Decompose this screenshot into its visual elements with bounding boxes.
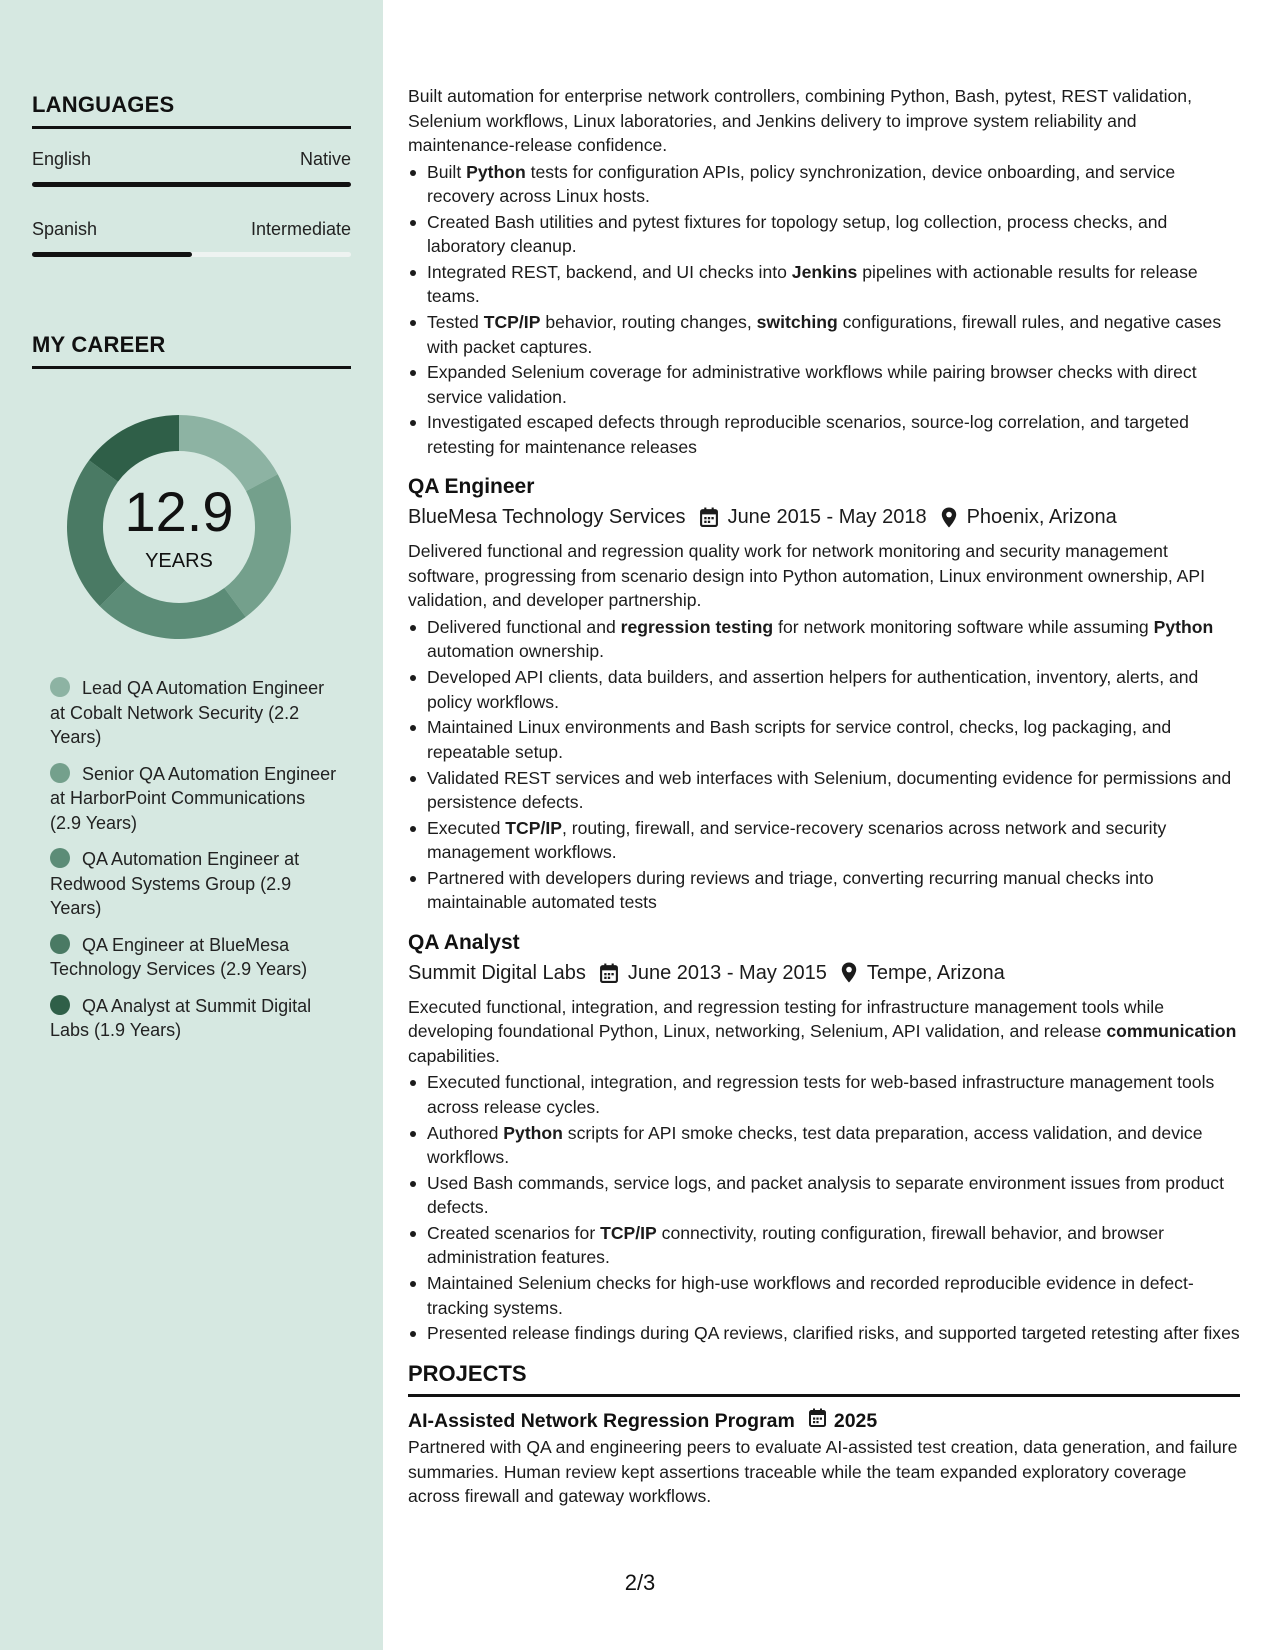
legend-label: Lead QA Automation Engineer at Cobalt Network Security (2.2 Years) bbox=[50, 678, 325, 747]
job-company: BlueMesa Technology Services bbox=[408, 506, 686, 529]
job-location: Tempe, Arizona bbox=[866, 961, 1005, 984]
legend-swatch bbox=[50, 677, 70, 697]
map-pin-icon bbox=[841, 962, 857, 983]
job-summary: Delivered functional and regression quality work for network monitoring and security management software, progressing from scenario design into Python automation, Linux environment ownership, API validation, and developer partnership. bbox=[408, 541, 1206, 611]
job-entry bbox=[408, 473, 1240, 914]
intro-block bbox=[408, 84, 1240, 459]
legend-swatch bbox=[50, 763, 70, 783]
bullet-item: Maintained Linux environments and Bash scripts for service control, checks, log packaging, and repeatable setup. bbox=[408, 715, 1240, 764]
job-dates: June 2015 - May 2018 bbox=[727, 506, 927, 529]
sidebar bbox=[0, 0, 383, 1650]
intro-bullet-list bbox=[408, 160, 1240, 460]
bullet-item: Created scenarios for TCP/IP connectivity, routing configuration, firewall behavior, and browser administration features. bbox=[408, 1221, 1240, 1270]
job-location: Phoenix, Arizona bbox=[966, 506, 1117, 529]
career-legend bbox=[50, 676, 340, 1055]
donut-slice bbox=[100, 581, 246, 639]
language-bar bbox=[32, 252, 351, 257]
intro-summary: Built automation for enterprise network controllers, combining Python, Bash, pytest, REST validation, Selenium workflows, Linux laboratories, and Jenkins delivery to improve system reliability and maintenance-release confidence. bbox=[408, 86, 1192, 155]
language-entry bbox=[32, 219, 351, 257]
calendar-icon bbox=[809, 1407, 826, 1435]
languages-heading: LANGUAGES bbox=[32, 92, 175, 117]
career-section bbox=[32, 332, 351, 369]
language-level: Native bbox=[299, 149, 351, 169]
language-bar-fill bbox=[32, 252, 192, 257]
language-name: English bbox=[32, 149, 92, 169]
language-bar bbox=[32, 182, 351, 187]
job-summary: Executed functional, integration, and regression testing for infrastructure management tools while developing foundational Python, Linux, networking, Selenium, API validation, and release communication capabilities. bbox=[408, 996, 1237, 1066]
job-meta bbox=[408, 959, 1240, 987]
career-legend-item bbox=[50, 847, 340, 921]
map-pin-icon bbox=[941, 507, 957, 528]
job-title: QA Engineer bbox=[408, 475, 535, 499]
calendar-icon bbox=[600, 963, 618, 983]
project-name: AI-Assisted Network Regression Program bbox=[408, 1410, 795, 1433]
career-divider bbox=[32, 366, 351, 369]
bullet-item: Built Python tests for configuration APIs, policy synchronization, device onboarding, and service recovery across Linux hosts. bbox=[408, 160, 1240, 209]
project-heading bbox=[408, 1407, 1240, 1435]
legend-swatch bbox=[50, 995, 70, 1015]
bullet-item: Partnered with developers during reviews and triage, converting recurring manual checks into maintainable automated tests bbox=[408, 866, 1240, 915]
language-bar-fill bbox=[32, 182, 351, 187]
career-total-years: 12.9 bbox=[124, 480, 234, 543]
job-meta bbox=[408, 503, 1240, 531]
experience-list bbox=[408, 473, 1240, 1345]
bullet-item: Delivered functional and regression testing for network monitoring software while assuming Python automation ownership. bbox=[408, 615, 1240, 664]
languages-divider bbox=[32, 126, 351, 129]
career-legend-item bbox=[50, 994, 340, 1043]
bullet-item: Integrated REST, backend, and UI checks into Jenkins pipelines with actionable results for release teams. bbox=[408, 260, 1240, 309]
career-donut-chart bbox=[66, 414, 292, 640]
legend-label: QA Engineer at BlueMesa Technology Services (2.9 Years) bbox=[50, 934, 308, 979]
career-legend-item bbox=[50, 762, 340, 836]
project-year: 2025 bbox=[833, 1410, 878, 1433]
bullet-item: Maintained Selenium checks for high-use workflows and recorded reproducible evidence in defect-tracking systems. bbox=[408, 1271, 1240, 1320]
language-level: Intermediate bbox=[250, 219, 351, 239]
job-company: Summit Digital Labs bbox=[408, 961, 586, 984]
main-content bbox=[408, 84, 1240, 1509]
job-dates: June 2013 - May 2015 bbox=[627, 961, 827, 984]
legend-swatch bbox=[50, 848, 70, 868]
career-legend-item bbox=[50, 676, 340, 750]
projects-heading: PROJECTS bbox=[408, 1360, 527, 1386]
projects-divider bbox=[408, 1394, 1240, 1397]
bullet-item: Used Bash commands, service logs, and packet analysis to separate environment issues from product defects. bbox=[408, 1171, 1240, 1220]
bullet-item: Developed API clients, data builders, and assertion helpers for authentication, inventory, alerts, and policy workflows. bbox=[408, 665, 1240, 714]
language-entry bbox=[32, 149, 351, 187]
project-description: Partnered with QA and engineering peers to evaluate AI-assisted test creation, data generation, and failure summaries. Human review kept assertions traceable while the team expanded exploratory coverage across firewall and gateway workflows. bbox=[408, 1437, 1238, 1507]
bullet-item: Tested TCP/IP behavior, routing changes, switching configurations, firewall rules, and negative cases with packet captures. bbox=[408, 310, 1240, 359]
bullet-item: Authored Python scripts for API smoke checks, test data preparation, access validation, and device workflows. bbox=[408, 1121, 1240, 1170]
page-number: 2/3 bbox=[624, 1570, 656, 1595]
legend-label: QA Analyst at Summit Digital Labs (1.9 Years) bbox=[50, 995, 312, 1040]
calendar-icon bbox=[700, 507, 718, 527]
bullet-item: Executed TCP/IP, routing, firewall, and service-recovery scenarios across network and security management workflows. bbox=[408, 816, 1240, 865]
projects-section bbox=[408, 1362, 1240, 1509]
job-bullet-list bbox=[408, 1070, 1240, 1345]
job-title: QA Analyst bbox=[408, 930, 520, 954]
career-heading: MY CAREER bbox=[32, 332, 166, 357]
career-total-unit: YEARS bbox=[145, 550, 213, 572]
job-bullet-list bbox=[408, 615, 1240, 915]
job-entry bbox=[408, 929, 1240, 1346]
bullet-item: Created Bash utilities and pytest fixtures for topology setup, log collection, process checks, and laboratory cleanup. bbox=[408, 210, 1240, 259]
bullet-item: Validated REST services and web interfaces with Selenium, documenting evidence for permissions and persistence defects. bbox=[408, 766, 1240, 815]
bullet-item: Presented release findings during QA reviews, clarified risks, and supported targeted retesting after fixes bbox=[408, 1321, 1240, 1346]
legend-label: QA Automation Engineer at Redwood Systems Group (2.9 Years) bbox=[50, 849, 300, 918]
legend-label: Senior QA Automation Engineer at HarborPoint Communications (2.9 Years) bbox=[50, 763, 337, 833]
languages-section bbox=[32, 92, 351, 257]
career-legend-item bbox=[50, 933, 340, 982]
legend-swatch bbox=[50, 934, 70, 954]
bullet-item: Executed functional, integration, and regression tests for web-based infrastructure management tools across release cycles. bbox=[408, 1070, 1240, 1119]
language-name: Spanish bbox=[32, 219, 98, 239]
bullet-item: Investigated escaped defects through reproducible scenarios, source-log correlation, and targeted retesting for maintenance releases bbox=[408, 410, 1240, 459]
bullet-item: Expanded Selenium coverage for administrative workflows while pairing browser checks with direct service validation. bbox=[408, 360, 1240, 409]
